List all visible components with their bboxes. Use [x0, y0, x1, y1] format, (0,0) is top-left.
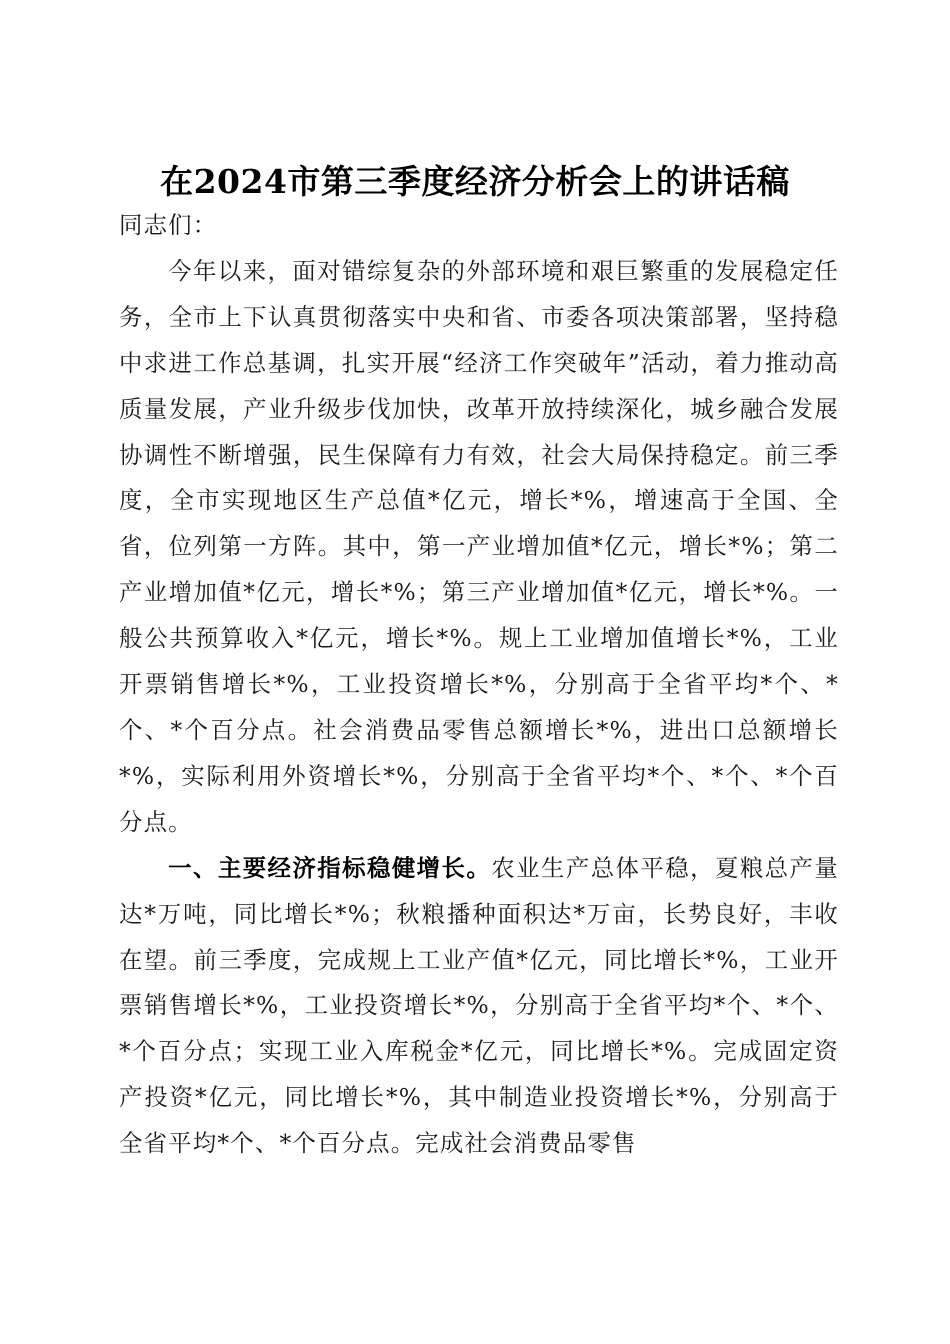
paragraph-section-one	[119, 846, 839, 1167]
document-body	[119, 203, 839, 1167]
section-heading: 一、主要经济指标稳健增长。	[168, 853, 492, 882]
paragraph-text: 农业生产总体平稳，夏粮总产量达*万吨，同比增长*%；秋粮播种面积达*万亩，长势良好，丰收在望。前三季度，完成规上工业产值*亿元，同比增长*%，工业开票销售增长*%，工业投资增长*%，分别高于全省平均*个、*个、*个百分点；实现工业入库税金*亿元，同比增长*%。完成固定资产投资*亿元，同比增长*%，其中制造业投资增长*%，分别高于全省平均*个、*个百分点。完成社会消费品零售	[119, 853, 839, 1158]
paragraph-text: 今年以来，面对错综复杂的外部环境和艰巨繁重的发展稳定任务，全市上下认真贯彻落实中央和省、市委各项决策部署，坚持稳中求进工作总基调，扎实开展“经济工作突破年”活动，着力推动高质量发展，产业升级步伐加快，改革开放持续深化，城乡融合发展协调性不断增强，民生保障有力有效，社会大局保持稳定。前三季度，全市实现地区生产总值*亿元，增长*%，增速高于全国、全省，位列第一方阵。其中，第一产业增加值*亿元，增长*%；第二产业增加值*亿元，增长*%；第三产业增加值*亿元，增长*%。一般公共预算收入*亿元，增长*%。规上工业增加值增长*%，工业开票销售增长*%，工业投资增长*%，分别高于全省平均*个、*个、*个百分点。社会消费品零售总额增长*%，进出口总额增长*%，实际利用外资增长*%，分别高于全省平均*个、*个、*个百分点。	[119, 256, 839, 836]
paragraph-intro	[119, 249, 839, 846]
salutation: 同志们：	[119, 211, 218, 239]
document-title: 在2024市第三季度经济分析会上的讲话稿	[160, 162, 790, 202]
